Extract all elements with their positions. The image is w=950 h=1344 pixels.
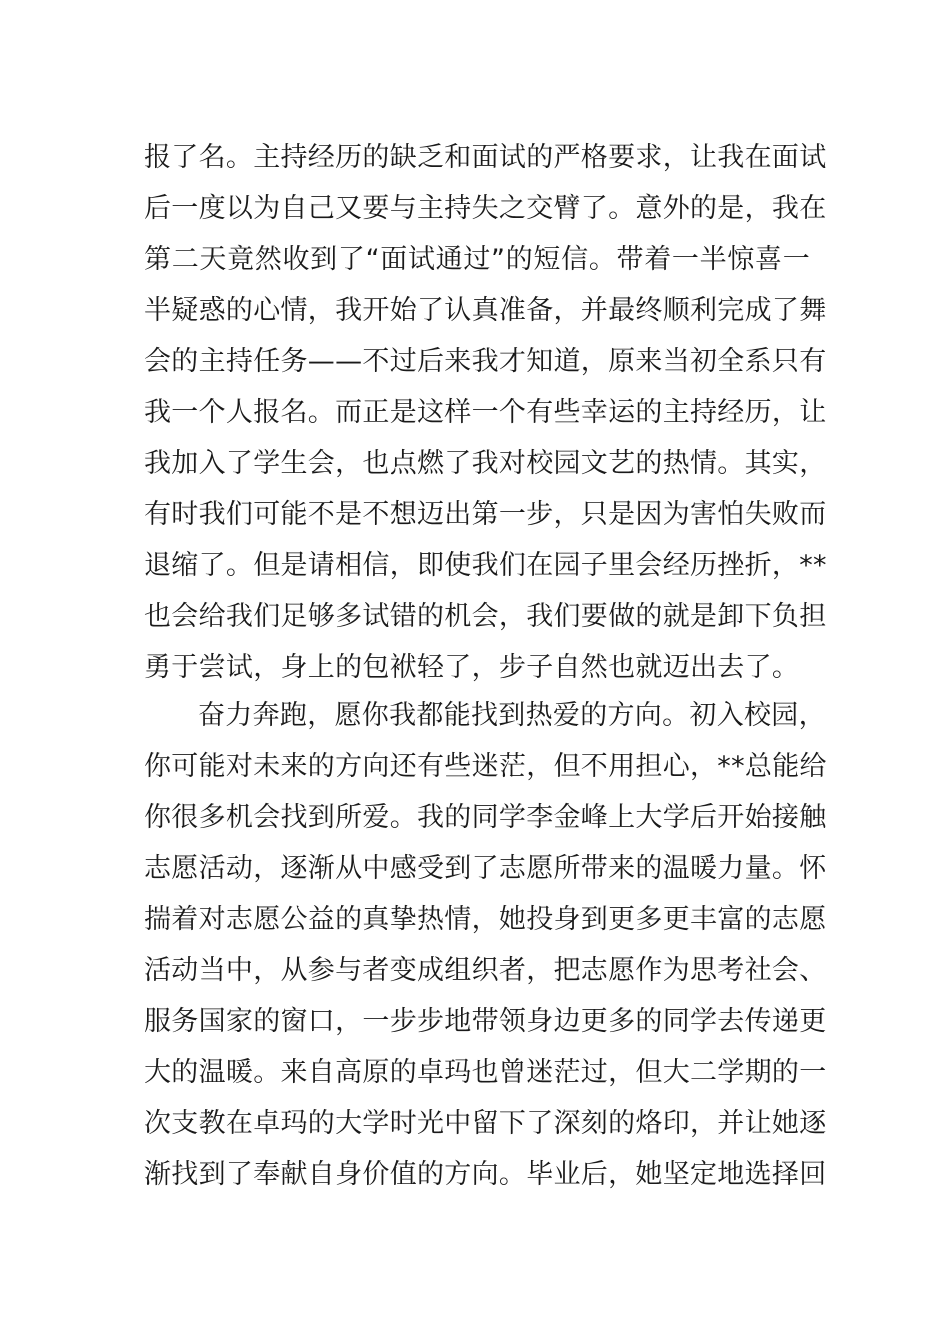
paragraph-line: 服务国家的窗口，一步步地带领身边更多的同学去传递更 xyxy=(144,1006,827,1037)
paragraph-line: 活动当中，从参与者变成组织者，把志愿作为思考社会、 xyxy=(144,955,827,986)
paragraph-line: 渐找到了奉献自身价值的方向。毕业后，她坚定地选择回 xyxy=(144,1159,827,1190)
paragraph-line: 第二天竟然收到了“面试通过”的短信。带着一半惊喜一 xyxy=(144,244,810,275)
paragraph-line: 我加入了学生会，也点燃了我对校园文艺的热情。其实， xyxy=(144,448,827,479)
paragraph-line: 你可能对未来的方向还有些迷茫，但不用担心，**总能给 xyxy=(144,751,827,782)
paragraph-2 xyxy=(144,690,827,1200)
paragraph-line: 退缩了。但是请相信，即使我们在园子里会经历挫折，** xyxy=(144,550,827,581)
paragraph-line: 你很多机会找到所爱。我的同学李金峰上大学后开始接触 xyxy=(144,802,827,833)
paragraph-line: 有时我们可能不是不想迈出第一步，只是因为害怕失败而 xyxy=(144,499,827,530)
paragraph-1 xyxy=(144,132,827,693)
paragraph-line: 大的温暖。来自高原的卓玛也曾迷茫过，但大二学期的一 xyxy=(144,1057,827,1088)
paragraph-line: 志愿活动，逐渐从中感受到了志愿所带来的温暖力量。怀 xyxy=(144,853,827,884)
paragraph-line: 我一个人报名。而正是这样一个有些幸运的主持经历，让 xyxy=(144,397,827,428)
paragraph-line: 也会给我们足够多试错的机会，我们要做的就是卸下负担 xyxy=(144,601,827,632)
paragraph-line: 后一度以为自己又要与主持失之交臂了。意外的是，我在 xyxy=(144,193,827,224)
paragraph-line: 报了名。主持经历的缺乏和面试的严格要求，让我在面试 xyxy=(144,142,827,173)
paragraph-line: 揣着对志愿公益的真挚热情，她投身到更多更丰富的志愿 xyxy=(144,904,827,935)
paragraph-line: 次支教在卓玛的大学时光中留下了深刻的烙印，并让她逐 xyxy=(144,1108,827,1139)
paragraph-line: 半疑惑的心情，我开始了认真准备，并最终顺利完成了舞 xyxy=(144,295,827,326)
paragraph-line: 会的主持任务——不过后来我才知道，原来当初全系只有 xyxy=(144,346,827,377)
paragraph-line: 奋力奔跑，愿你我都能找到热爱的方向。初入校园， xyxy=(198,700,826,731)
paragraph-line: 勇于尝试，身上的包袱轻了，步子自然也就迈出去了。 xyxy=(144,652,800,683)
